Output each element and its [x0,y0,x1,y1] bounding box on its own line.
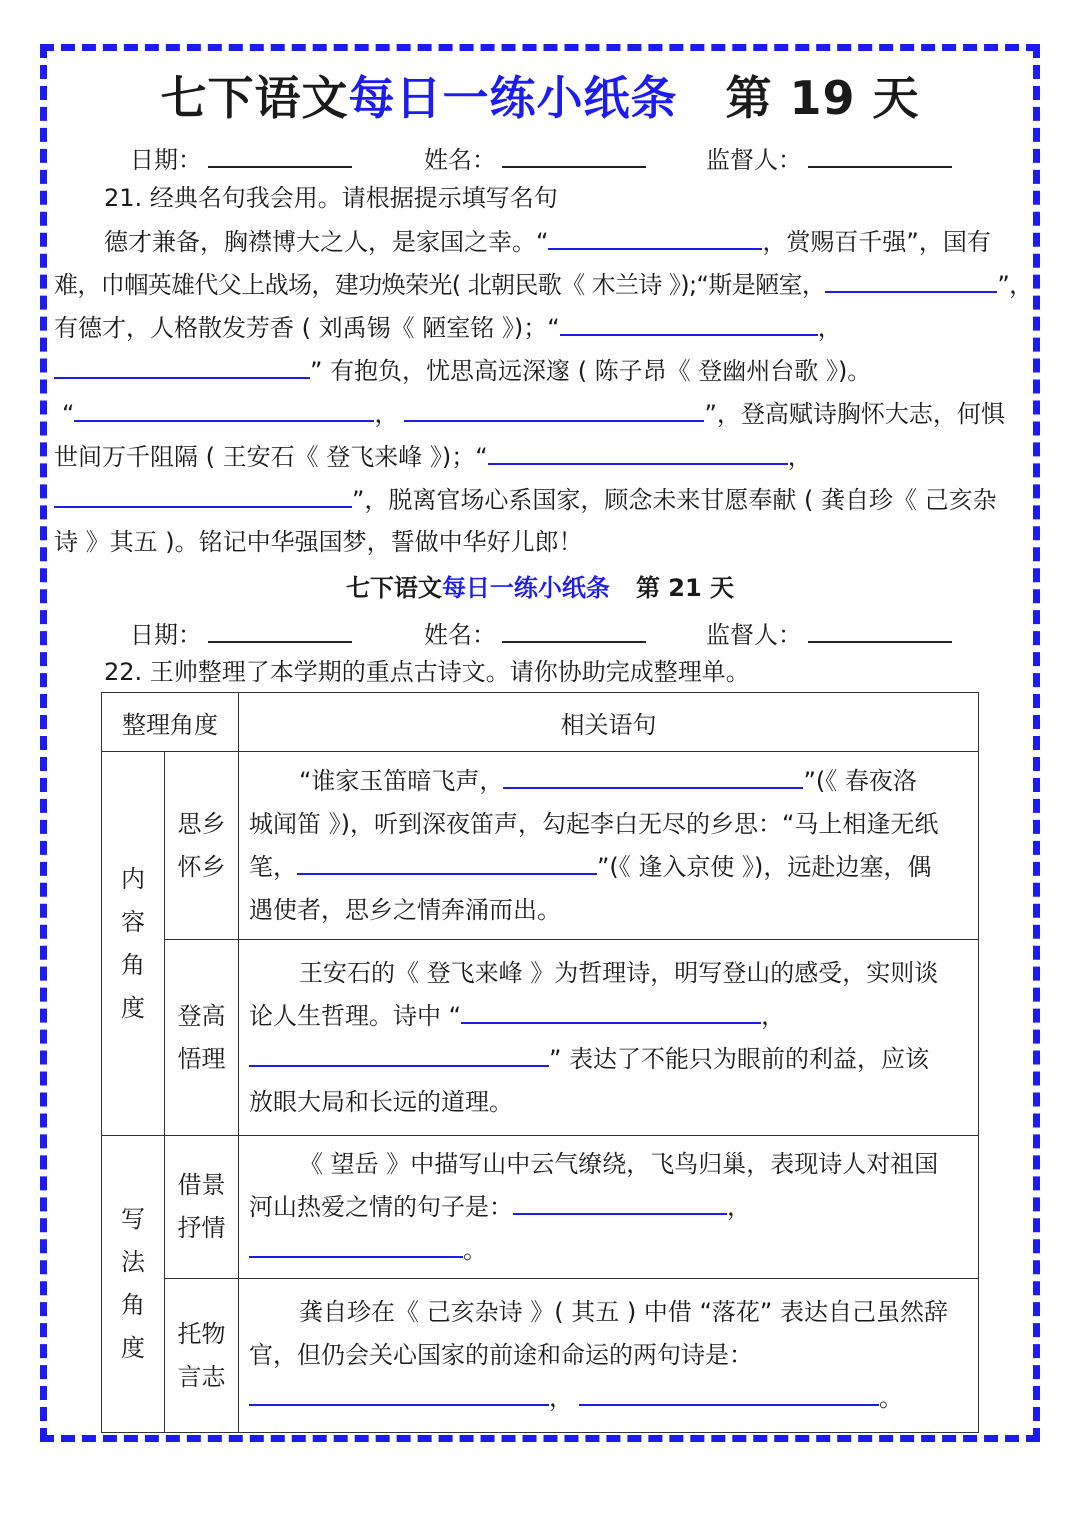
fill-blank[interactable] [461,1000,761,1024]
date-field[interactable] [130,140,352,175]
row-homesick: “谁家玉笛暗飞声， ”(《 春夜洛 城闻笛 》)，听到深夜笛声，勾起李白无尽的乡思：“马上相逢无纸 笔， ”(《 逢入京使 》)，远赴边塞，偶 遇使者，思乡之情奔涌而出。 [239,752,979,940]
title-highlight: 每日一练小纸条 [441,574,610,602]
name-blank[interactable] [502,146,646,168]
q21-line5: “ ， ”，登高赋诗胸怀大志，何惧 [62,400,1005,428]
title-prefix: 七下语文 [345,574,442,602]
sub-scene-emotion: 借景抒情 [165,1136,239,1279]
fill-blank[interactable] [513,1191,727,1215]
date-field-2[interactable] [130,615,352,650]
q21-prompt: 21. 经典名句我会用。请根据提示填写名句 [104,184,558,212]
fill-blank[interactable] [560,312,818,336]
row-object-aspiration: 龚自珍在《 己亥杂诗 》( 其五 ) 中借 “落花” 表达自己虽然辞 官，但仍会关心国家的前途和命运的两句诗是： ， 。 [239,1279,979,1433]
fill-blank[interactable] [579,1382,879,1406]
fill-blank[interactable] [503,765,803,789]
q21-line7: ”，脱离官场心系国家，顾念未来甘愿奉献 ( 龚自珍《 己亥杂 [54,484,997,515]
title-day: 第 21 天 [635,574,735,602]
q21-line3: 有德才，人格散发芳香 ( 刘禹锡《 陋室铭 》)；“ ， [54,314,842,342]
fill-blank[interactable] [74,398,374,422]
date-blank[interactable] [208,621,352,643]
name-label: 姓名： [424,621,496,649]
sub-homesick: 思乡怀乡 [165,752,239,940]
q21-line1: 德才兼备，胸襟博大之人，是家国之幸。“ ，赏赐百千强”，国有 [104,228,991,256]
title-highlight: 每日一练小纸条 [348,71,678,125]
fill-blank[interactable] [54,484,352,508]
worksheet-title-day19 [0,62,1080,128]
q21-line4: ” 有抱负，忧思高远深邃 ( 陈子昂《 登幽州台歌 》)。 [54,355,871,386]
q21-line6: 世间万千阻隔 ( 王安石《 登飞来峰 》)；“ ， [54,443,812,471]
fill-blank[interactable] [404,398,704,422]
supervisor-blank[interactable] [808,621,952,643]
organize-table [101,692,979,1433]
row-scene-emotion: 《 望岳 》中描写山中云气缭绕，飞鸟归巢，表现诗人对祖国 河山热爱之情的句子是： ， 。 [239,1136,979,1279]
q21-line8: 诗 》其五 )。铭记中华强国梦，誓做中华好儿郎！ [54,528,583,556]
date-label: 日期： [130,146,202,174]
name-blank[interactable] [502,621,646,643]
category-technique: 写法角度 [102,1136,165,1433]
header-angle: 整理角度 [102,693,239,752]
fill-blank[interactable] [825,269,997,293]
name-field-2[interactable] [424,615,646,650]
fill-blank[interactable] [249,1043,549,1067]
worksheet-title-day21 [0,568,1080,603]
category-content: 内容角度 [102,752,165,1136]
fill-blank[interactable] [548,226,762,250]
supervisor-field[interactable] [706,140,952,175]
fill-blank[interactable] [54,355,310,379]
fill-blank[interactable] [249,1382,549,1406]
title-day: 第 19 天 [725,71,920,125]
q21-line2: 难，巾帼英雄代父上战场，建功焕荣光( 北朝民歌《 木兰诗 》);“斯是陋室， ”， [54,271,1033,299]
supervisor-field-2[interactable] [706,615,952,650]
q22-prompt: 22. 王帅整理了本学期的重点古诗文。请你协助完成整理单。 [104,658,750,686]
header-sentences: 相关语句 [239,693,979,752]
date-blank[interactable] [208,146,352,168]
sub-object-aspiration: 托物言志 [165,1279,239,1433]
date-label: 日期： [130,621,202,649]
row-climb-insight: 王安石的《 登飞来峰 》为哲理诗，明写登山的感受，实则谈 论人生哲理。诗中 “ ， ” 表达了不能只为眼前的利益，应该 放眼大局和长远的道理。 [239,940,979,1136]
supervisor-label: 监督人： [706,146,802,174]
fill-blank[interactable] [297,851,597,875]
title-prefix: 七下语文 [160,71,349,125]
fill-blank[interactable] [488,441,788,465]
name-label: 姓名： [424,146,496,174]
supervisor-blank[interactable] [808,146,952,168]
name-field[interactable] [424,140,646,175]
fill-blank[interactable] [249,1234,463,1258]
sub-climb-insight: 登高悟理 [165,940,239,1136]
supervisor-label: 监督人： [706,621,802,649]
